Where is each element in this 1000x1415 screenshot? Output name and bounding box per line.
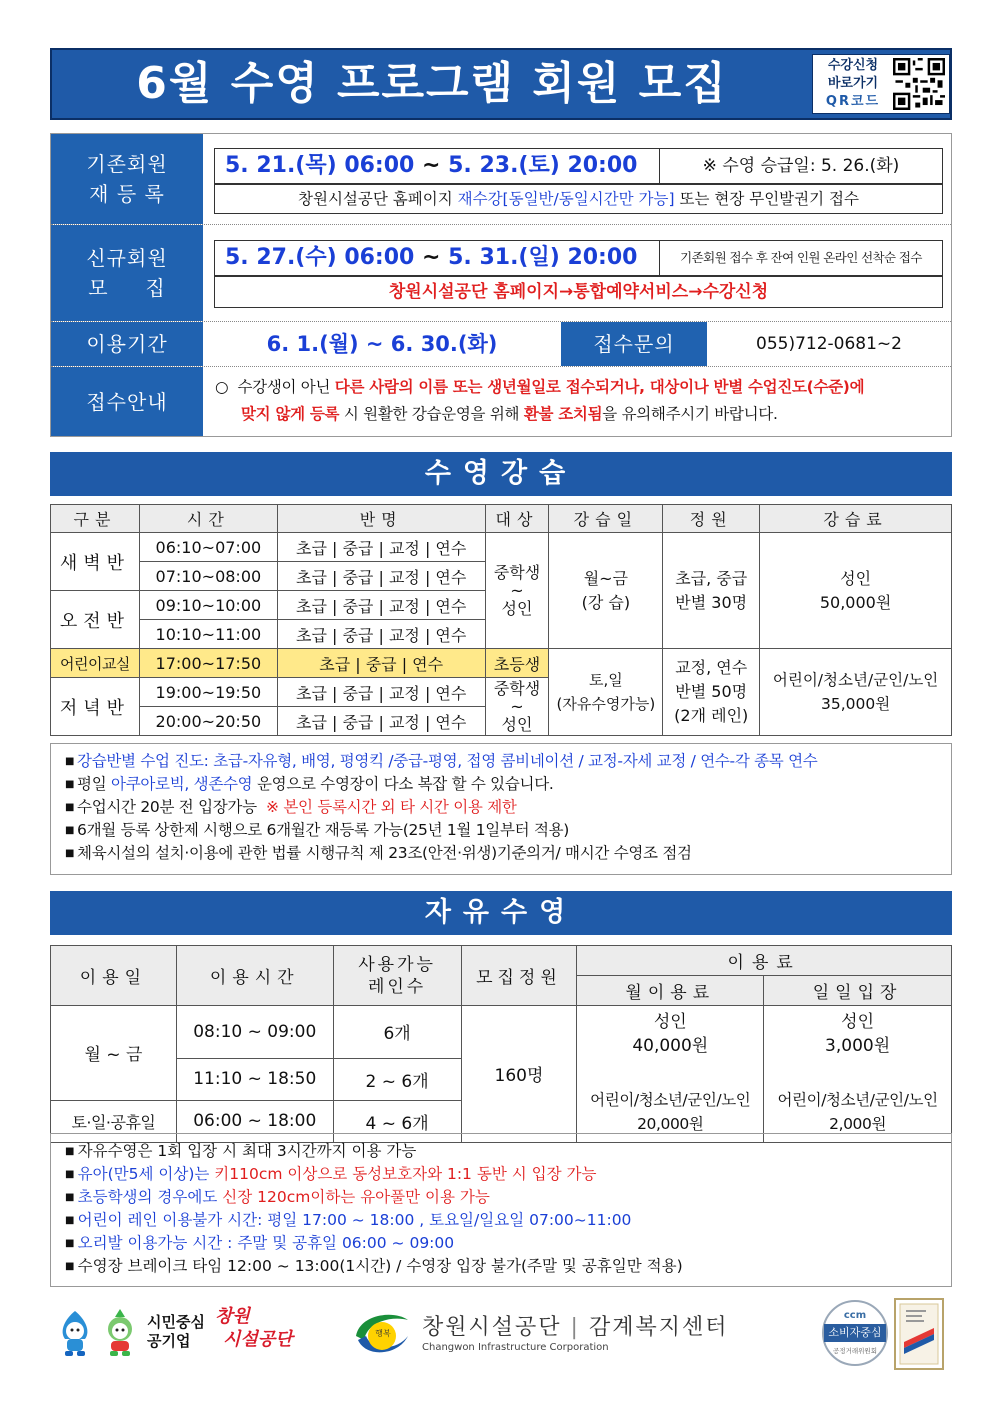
time-cell: 06:00 ~ 18:00 <box>176 1100 333 1142</box>
capacity-cell: 160명 <box>461 1006 577 1143</box>
guide-label: 접수안내 <box>51 367 203 436</box>
free-swim-section-title: 자유수영 <box>50 891 952 935</box>
ccm-badge: ccm 소비자중심 공정거래위원회 <box>822 1300 888 1366</box>
footer-brand <box>55 1305 315 1365</box>
col-header-time: 시간 <box>139 505 277 533</box>
org-name: 창원시설공단 | 감계복지센터 <box>422 1315 729 1340</box>
daily-other: 어린이/청소년/군인/노인 2,000원 <box>764 1058 952 1142</box>
table-row <box>51 1006 952 1059</box>
newreg-label: 신규회원 모 집 <box>51 225 203 321</box>
newreg-path: 창원시설공단 홈페이지→통합예약서비스→수강신청 <box>214 276 943 308</box>
group-dawn: 새벽반 <box>51 533 140 591</box>
qr-code-icon[interactable] <box>893 58 945 110</box>
days-weekday: 월~금 (강 습) <box>549 533 663 649</box>
time-cell: 08:10 ~ 09:00 <box>176 1006 333 1059</box>
rereg-label: 기존회원 재 등 록 <box>51 134 203 224</box>
table-row <box>51 649 952 678</box>
org-english-name: Changwon Infrastructure Corporation <box>422 1342 609 1353</box>
capacity-b: 교정, 연수 반별 50명 (2개 레인) <box>663 649 760 736</box>
lane-cell: 4 ~ 6개 <box>333 1100 461 1142</box>
class-cell: 초급 | 중급 | 교정 | 연수 <box>277 562 485 591</box>
period-value: 6. 1.(월) ~ 6. 30.(화) <box>266 332 498 356</box>
class-cell: 초급 | 중급 | 연수 <box>277 649 485 678</box>
col-header-class: 반명 <box>277 505 485 533</box>
service-award-icon <box>894 1298 944 1370</box>
registration-info <box>50 133 952 437</box>
brand-script: 창원 시설공단 <box>215 1306 293 1350</box>
col-header-monthly: 월이용료 <box>577 976 764 1006</box>
fee-other: 어린이/청소년/군인/노인 35,000원 <box>760 649 952 736</box>
time-cell: 19:00~19:50 <box>139 678 277 707</box>
lane-cell: 6개 <box>333 1006 461 1059</box>
class-cell: 초급 | 중급 | 교정 | 연수 <box>277 678 485 707</box>
col-header-capacity: 정원 <box>663 505 760 533</box>
monthly-adult: 성인 40,000원 <box>577 1006 764 1059</box>
capacity-a: 초급, 중급 반별 30명 <box>663 533 760 649</box>
group-kids: 어린이교실 <box>51 649 140 678</box>
col-header-days: 강습일 <box>549 505 663 533</box>
contact-label: 접수문의 <box>561 322 707 366</box>
target-adult: 중학생 ~ 성인 <box>485 533 549 649</box>
col-header-day: 이용일 <box>51 946 177 1006</box>
lane-cell: 2 ~ 6개 <box>333 1058 461 1100</box>
col-header-target: 대상 <box>485 505 549 533</box>
class-cell: 초급 | 중급 | 교정 | 연수 <box>277 591 485 620</box>
time-cell: 11:10 ~ 18:50 <box>176 1058 333 1100</box>
col-header-fee: 이용료 <box>577 946 952 976</box>
col-header-time: 이용시간 <box>176 946 333 1006</box>
lesson-notes: ■ 강습반별 수업 진도: 초급-자유형, 배영, 평영킥 /중급-평영, 접영 콤비네이션 / 교정-자세 교정 / 연수-각 종목 연수 ■ 평일 아쿠아로빅, 생존수영 운영으로 수영장이 다소 복잡 할 수 있습니다. ■ 수업시간 20분 전 입장가능 ※ 본인 등록시간 외 타 시간 이용 제한 ■ 6개월 등록 상한제 시행으로 6개월간 재등록 가능(25년 1월 1일부터 적용) ■ 체육시설의 설치·이용에 관한 법률 시행규칙 제 23조(안전·위생)기준의거/ 매시간 수영조 점검 <box>50 743 952 875</box>
class-cell: 초급 | 중급 | 교정 | 연수 <box>277 533 485 562</box>
daily-adult: 성인 3,000원 <box>764 1006 952 1059</box>
rereg-date: 5. 21.(목) 06:00 ~ 5. 23.(토) 20:00 <box>214 148 660 184</box>
newreg-date: 5. 27.(수) 06:00 ~ 5. 31.(일) 20:00 <box>214 240 660 276</box>
contact-phone[interactable]: 055)712-0681~2 <box>756 334 902 354</box>
promotion-date-note: ※ 수영 승급일: 5. 26.(화) <box>659 148 943 184</box>
col-header-lanes: 사용가능 레인수 <box>333 946 461 1006</box>
qr-caption: 수강신청 바로가기 QR코드 <box>825 58 881 109</box>
group-morning: 오전반 <box>51 591 140 649</box>
col-header-daily: 일일입장 <box>764 976 952 1006</box>
time-cell: 07:10~08:00 <box>139 562 277 591</box>
class-cell: 초급 | 중급 | 교정 | 연수 <box>277 707 485 736</box>
fee-adult: 성인 50,000원 <box>760 533 952 649</box>
col-header-capacity: 모집정원 <box>461 946 577 1006</box>
qr-link-box[interactable] <box>812 54 950 114</box>
footer-org: 행복 창원시설공단 | 감계복지센터 Changwon Infrastructure Corporation <box>350 1304 750 1364</box>
days-weekend: 토,일 (자유수영가능) <box>549 649 663 736</box>
time-cell: 17:00~17:50 <box>139 649 277 678</box>
monthly-other: 어린이/청소년/군인/노인 20,000원 <box>577 1058 764 1142</box>
col-header-group: 구분 <box>51 505 140 533</box>
free-swim-notes: ■ 자유수영은 1회 입장 시 최대 3시간까지 이용 가능 ■ 유아(만5세 이상)는 키110cm 이상으로 동성보호자와 1:1 동반 시 입장 가능 ■ 초등학생의 경우에도 신장 120cm이하는 유아풀만 이용 가능 ■ 어린이 레인 이용불가 시간: 평일 17:00 ~ 18:00 , 토요일/일요일 07:00~11:00 ■ 오리발 이용가능 시간 : 주말 및 공휴일 06:00 ~ 09:00 ■ 수영장 브레이크 타임 12:00 ~ 13:00(1시간) / 수영장 입장 불가(주말 및 공휴일만 적용) <box>50 1133 952 1287</box>
lesson-table <box>50 504 952 736</box>
target-adult-evening: 중학생 ~ 성인 <box>485 678 549 736</box>
class-cell: 초급 | 중급 | 교정 | 연수 <box>277 620 485 649</box>
time-cell: 10:10~11:00 <box>139 620 277 649</box>
target-kids: 초등생 <box>485 649 549 678</box>
day-weekend: 토·일·공휴일 <box>51 1100 177 1142</box>
time-cell: 20:00~20:50 <box>139 707 277 736</box>
page-title: 6월 수영 프로그램 회원 모집 <box>136 58 728 109</box>
mascot-blue-icon <box>55 1309 95 1357</box>
guide-text: ○ 수강생이 아닌 다른 사람의 이름 또는 생년월일로 접수되거나, 대상이나 반별 수업진도(수준)에 맞지 않게 등록 시 원활한 강습운영을 위해 환불 조치됨을 유의해주시기 바랍니다. <box>215 378 865 423</box>
free-swim-table <box>50 945 952 1143</box>
rereg-method: 창원시설공단 홈페이지 재수강[동일반/동일시간만 가능] 또는 현장 무인발권기 접수 <box>214 184 943 214</box>
time-cell: 09:10~10:00 <box>139 591 277 620</box>
col-header-fee: 강습료 <box>760 505 952 533</box>
table-row <box>51 533 952 562</box>
lesson-section-title: 수영강습 <box>50 452 952 496</box>
page-header <box>50 48 952 120</box>
day-weekday: 월 ~ 금 <box>51 1006 177 1101</box>
time-cell: 06:10~07:00 <box>139 533 277 562</box>
newreg-note: 기존회원 접수 후 잔여 인원 온라인 선착순 접수 <box>659 240 943 276</box>
group-evening: 저녁반 <box>51 678 140 736</box>
slogan: 시민중심 공기업 <box>147 1313 205 1350</box>
period-label: 이용기간 <box>51 322 203 366</box>
mascot-green-icon <box>99 1307 141 1357</box>
